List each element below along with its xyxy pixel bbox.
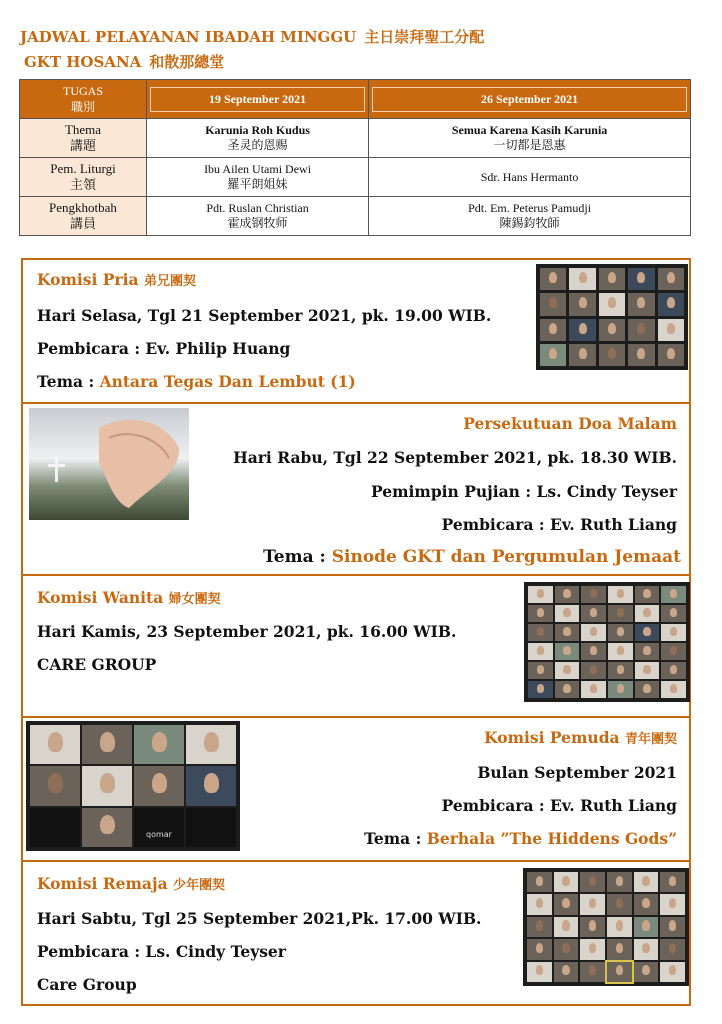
event-time: Hari Rabu, Tgl 22 September 2021, pk. 18.30 WIB. (233, 448, 677, 467)
title-chinese: 主日崇拜聖工分配 (364, 28, 485, 46)
section-komisi-wanita (21, 574, 691, 718)
participant-name-caption: qomar (146, 829, 172, 839)
speaker: Pembicara : Ls. Cindy Teyser (37, 942, 286, 961)
section-komisi-remaja (21, 860, 691, 1006)
tugas-label-chinese: 職別 (70, 100, 95, 114)
row-label: Pem. Liturgi 主領 (20, 158, 147, 197)
table-cell: Ibu Ailen Utami Dewi 羅平朗姐妹 (147, 158, 369, 197)
section-title: Persekutuan Doa Malam (463, 414, 677, 433)
date2-label: 26 September 2021 (372, 87, 687, 112)
event-note: CARE GROUP (37, 655, 157, 674)
church-name-indonesian: GKT HOSANA (24, 53, 142, 71)
table-header-row (20, 80, 691, 119)
page-title (20, 26, 484, 47)
title-indonesian: JADWAL PELAYANAN IBADAH MINGGU (20, 28, 357, 46)
column-header-date1 (147, 80, 369, 119)
section-title: Komisi Wanita 婦女團契 (37, 588, 221, 607)
row-label: Thema 講題 (20, 119, 147, 158)
praying-hands-image (29, 408, 189, 520)
speaker: Pembicara : Ev. Ruth Liang (441, 515, 677, 534)
zoom-meeting-photo (523, 868, 689, 986)
zoom-meeting-photo (26, 721, 240, 851)
event-note: Care Group (37, 975, 137, 994)
table-row (20, 158, 691, 197)
event-time: Hari Kamis, 23 September 2021, pk. 16.00 WIB. (37, 622, 457, 641)
section-persekutuan-doa (21, 402, 691, 576)
event-time: Hari Selasa, Tgl 21 September 2021, pk. 19.00 WIB. (37, 306, 492, 325)
zoom-meeting-photo (536, 264, 688, 370)
table-cell: Pdt. Em. Peterus Pamudji 陳錫鈞牧師 (369, 197, 691, 236)
speaker: Pembicara : Ev. Ruth Liang (441, 796, 677, 815)
table-cell: Pdt. Ruslan Christian 霍成钢牧师 (147, 197, 369, 236)
tugas-label: TUGAS (62, 84, 103, 98)
schedule-table (19, 79, 691, 236)
worship-leader: Pemimpin Pujian : Ls. Cindy Teyser (371, 482, 677, 501)
event-time: Hari Sabtu, Tgl 25 September 2021,Pk. 17.00 WIB. (37, 909, 482, 928)
section-komisi-pria (21, 258, 691, 404)
section-title: Komisi Pria 弟兄團契 (37, 270, 196, 289)
table-cell: Karunia Roh Kudus 圣灵的恩赐 (147, 119, 369, 158)
table-row (20, 197, 691, 236)
church-name (24, 51, 224, 72)
event-time: Bulan September 2021 (477, 763, 677, 782)
zoom-meeting-photo (524, 582, 690, 702)
table-cell: Sdr. Hans Hermanto (369, 158, 691, 197)
column-header-tugas (20, 80, 147, 119)
section-title: Komisi Pemuda 青年團契 (484, 728, 677, 747)
table-row (20, 119, 691, 158)
column-header-date2 (369, 80, 691, 119)
row-label: Pengkhotbah 講員 (20, 197, 147, 236)
section-komisi-pemuda (21, 716, 691, 862)
table-cell: Semua Karena Kasih Karunia 一切都是恩惠 (369, 119, 691, 158)
section-title: Komisi Remaja 少年團契 (37, 874, 226, 893)
date1-label: 19 September 2021 (150, 87, 365, 112)
theme: Tema : Sinode GKT dan Pergumulan Jemaat (263, 547, 681, 567)
speaker: Pembicara : Ev. Philip Huang (37, 339, 291, 358)
church-name-chinese: 和散那總堂 (149, 53, 225, 71)
theme: Tema : Antara Tegas Dan Lembut (1) (37, 372, 356, 391)
theme: Tema : Berhala ”The Hiddens Gods” (364, 829, 677, 848)
